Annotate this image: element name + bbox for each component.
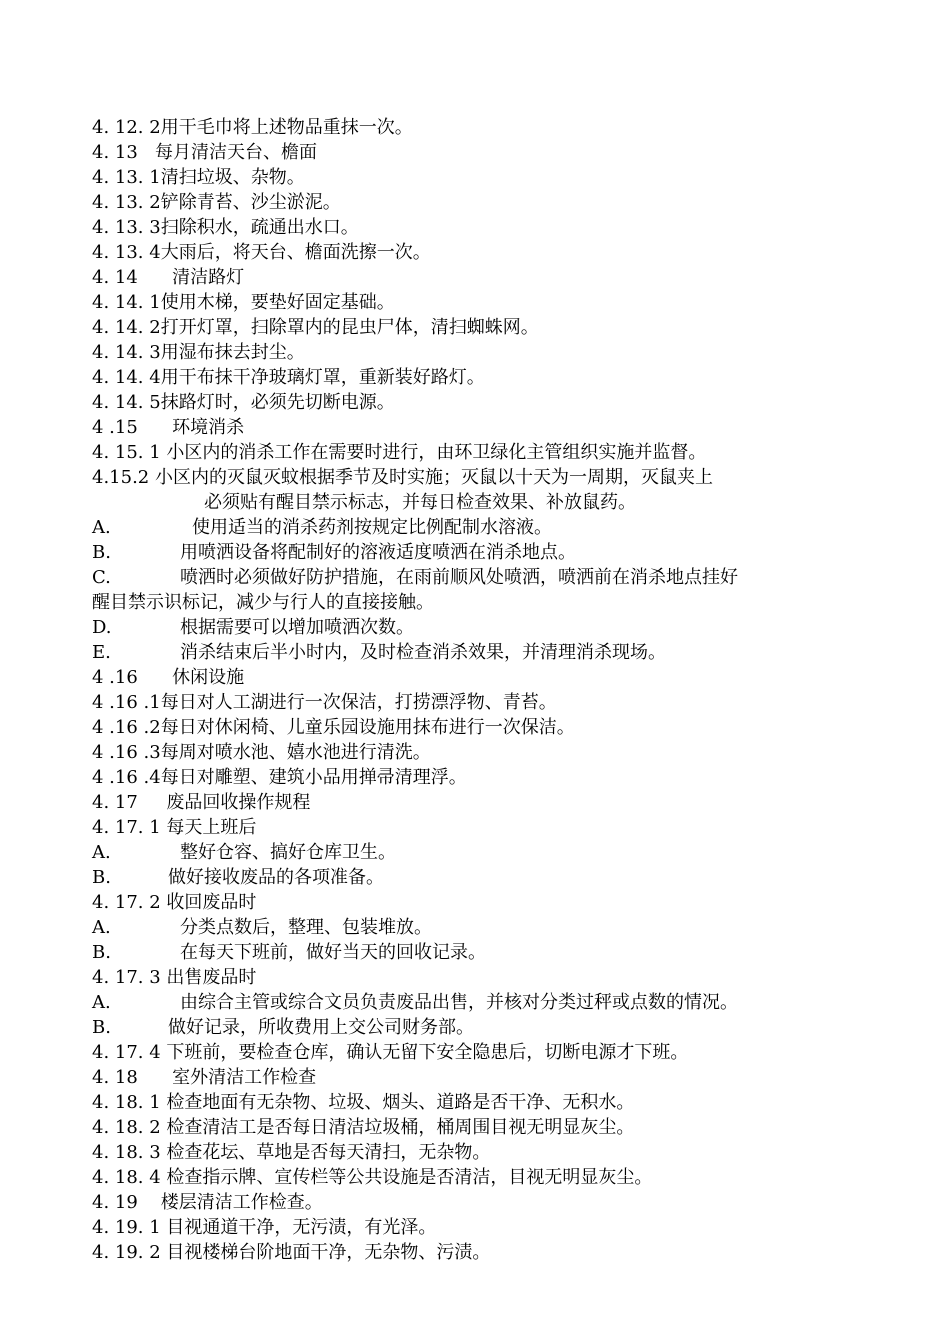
section-heading	[92, 1190, 872, 1215]
list-item	[92, 765, 872, 790]
item-number: 4. 13. 2	[92, 192, 161, 213]
item-number: 4.15.2	[92, 467, 150, 488]
item-text: 分类点数后，整理、包装堆放。	[180, 917, 432, 938]
item-text: 用喷洒设备将配制好的溶液适度喷洒在消杀地点。	[180, 542, 576, 563]
item-number: 4. 17. 4	[92, 1042, 161, 1063]
lettered-item	[92, 940, 872, 965]
list-item	[92, 190, 872, 215]
item-letter: B.	[92, 867, 111, 888]
item-text: 用干布抹干净玻璃灯罩，重新装好路灯。	[160, 367, 485, 388]
section-heading	[92, 265, 872, 290]
section-title: 清洁路灯	[137, 267, 245, 288]
list-item	[92, 240, 872, 265]
section-number: 4. 18	[92, 1067, 138, 1088]
item-number: 4. 18. 2	[92, 1117, 161, 1138]
list-item	[92, 690, 872, 715]
list-item	[92, 740, 872, 765]
lettered-item	[92, 540, 872, 565]
item-text-continuation: 必须贴有醒目禁示标志，并每日检查效果、补放鼠药。	[204, 492, 636, 513]
section-heading	[92, 790, 872, 815]
section-title: 休闲设施	[137, 667, 245, 688]
item-number: 4. 17. 3	[92, 967, 161, 988]
item-letter: E.	[92, 642, 111, 663]
section-heading	[92, 1065, 872, 1090]
item-text: 检查地面有无杂物、垃圾、烟头、道路是否干净、无积水。	[160, 1092, 635, 1113]
item-text: 每日对雕塑、建筑小品用掸帚清理浮。	[160, 767, 467, 788]
item-text: 使用适当的消杀药剂按规定比例配制水溶液。	[192, 517, 552, 538]
item-text: 在每天下班前，做好当天的回收记录。	[180, 942, 486, 963]
item-text: 做好接收废品的各项准备。	[168, 867, 384, 888]
item-number: 4. 15. 1	[92, 442, 161, 463]
item-number: 4. 18. 1	[92, 1092, 161, 1113]
item-number: 4 .16 .3	[92, 742, 161, 763]
list-item	[92, 340, 872, 365]
list-item	[92, 1040, 872, 1065]
item-number: 4. 12. 2	[92, 117, 161, 138]
section-title: 楼层清洁工作检查。	[137, 1192, 323, 1213]
list-item	[92, 1165, 872, 1190]
section-number: 4. 17	[92, 792, 138, 813]
item-text: 每日对人工湖进行一次保洁，打捞漂浮物、青苔。	[160, 692, 557, 713]
list-item	[92, 1140, 872, 1165]
section-number: 4. 14	[92, 267, 138, 288]
lettered-item	[92, 865, 872, 890]
item-number: 4. 13. 1	[92, 167, 161, 188]
section-number: 4 .16	[92, 667, 138, 688]
item-number: 4. 14. 2	[92, 317, 161, 338]
section-heading	[92, 665, 872, 690]
lettered-item	[92, 615, 872, 640]
item-text: 目视楼梯台阶地面干净，无杂物、污渍。	[160, 1242, 491, 1263]
item-text: 做好记录，所收费用上交公司财务部。	[168, 1017, 474, 1038]
item-text: 出售废品时	[160, 967, 257, 988]
item-text-continuation: 醒目禁示识标记，减少与行人的直接接触。	[92, 592, 434, 613]
item-text: 消杀结束后半小时内，及时检查消杀效果，并清理消杀现场。	[180, 642, 666, 663]
item-text: 整好仓容、搞好仓库卫生。	[180, 842, 396, 863]
list-item	[92, 965, 872, 990]
item-text: 检查清洁工是否每日清洁垃圾桶，桶周围目视无明显灰尘。	[160, 1117, 635, 1138]
lettered-item	[92, 1015, 872, 1040]
list-item	[92, 215, 872, 240]
item-number: 4. 14. 1	[92, 292, 161, 313]
item-text: 收回废品时	[160, 892, 257, 913]
list-item	[92, 315, 872, 340]
item-number: 4 .16 .1	[92, 692, 161, 713]
section-title: 环境消杀	[137, 417, 245, 438]
item-text: 用湿布抹去封尘。	[160, 342, 305, 363]
item-letter: A.	[92, 517, 111, 538]
section-number: 4. 13	[92, 142, 138, 163]
item-letter: B.	[92, 542, 111, 563]
item-number: 4. 19. 2	[92, 1242, 161, 1263]
item-number: 4. 18. 3	[92, 1142, 161, 1163]
item-text: 由综合主管或综合文员负责废品出售，并核对分类过秤或点数的情况。	[180, 992, 738, 1013]
lettered-item	[92, 565, 872, 590]
item-number: 4. 19. 1	[92, 1217, 161, 1238]
item-text: 检查指示牌、宣传栏等公共设施是否清洁，目视无明显灰尘。	[160, 1167, 653, 1188]
item-text: 打开灯罩，扫除罩内的昆虫尸体，清扫蜘蛛网。	[160, 317, 539, 338]
list-item	[92, 1090, 872, 1115]
item-text: 扫除积水，疏通出水口。	[160, 217, 359, 238]
list-item	[92, 815, 872, 840]
section-title: 室外清洁工作检查	[137, 1067, 317, 1088]
item-text: 使用木梯，要垫好固定基础。	[160, 292, 395, 313]
list-item	[92, 1215, 872, 1240]
item-text: 铲除青苔、沙尘淤泥。	[160, 192, 341, 213]
lettered-item	[92, 915, 872, 940]
item-number: 4. 14. 3	[92, 342, 161, 363]
item-text: 小区内的灭鼠灭蚊根据季节及时实施；灭鼠以十天为一周期，灭鼠夹上	[149, 467, 713, 488]
list-item	[92, 715, 872, 740]
item-number: 4. 13. 4	[92, 242, 161, 263]
item-text: 清扫垃圾、杂物。	[160, 167, 305, 188]
item-letter: A.	[92, 842, 111, 863]
list-item	[92, 1115, 872, 1140]
lettered-item	[92, 840, 872, 865]
item-number: 4. 14. 4	[92, 367, 161, 388]
item-text: 用干毛巾将上述物品重抹一次。	[160, 117, 413, 138]
section-number: 4. 19	[92, 1192, 138, 1213]
list-item	[92, 365, 872, 390]
item-number: 4 .16 .2	[92, 717, 161, 738]
list-item	[92, 465, 872, 490]
section-number: 4 .15	[92, 417, 138, 438]
list-item	[92, 890, 872, 915]
list-item	[92, 115, 872, 140]
item-letter: C.	[92, 567, 111, 588]
item-text: 大雨后，将天台、檐面洗擦一次。	[160, 242, 431, 263]
item-text: 每日对休闲椅、儿童乐园设施用抹布进行一次保洁。	[160, 717, 575, 738]
item-number: 4. 18. 4	[92, 1167, 161, 1188]
section-title: 废品回收操作规程	[137, 792, 311, 813]
item-text: 抹路灯时，必须先切断电源。	[160, 392, 395, 413]
item-text: 检查花坛、草地是否每天清扫，无杂物。	[160, 1142, 491, 1163]
item-text: 下班前，要检查仓库，确认无留下安全隐患后，切断电源才下班。	[160, 1042, 689, 1063]
lettered-item	[92, 990, 872, 1015]
item-number: 4 .16 .4	[92, 767, 161, 788]
item-letter: B.	[92, 1017, 111, 1038]
item-text: 根据需要可以增加喷洒次数。	[180, 617, 414, 638]
item-letter: B.	[92, 942, 111, 963]
item-letter: A.	[92, 917, 111, 938]
section-heading	[92, 415, 872, 440]
item-number: 4. 14. 5	[92, 392, 161, 413]
item-text: 小区内的消杀工作在需要时进行，由环卫绿化主管组织实施并监督。	[160, 442, 707, 463]
item-text: 每周对喷水池、嬉水池进行清洗。	[160, 742, 431, 763]
list-item	[92, 165, 872, 190]
lettered-item	[92, 515, 872, 540]
list-item	[92, 290, 872, 315]
list-item	[92, 440, 872, 465]
lettered-item	[92, 640, 872, 665]
section-title: 每月清洁天台、檐面	[137, 142, 317, 163]
item-text: 目视通道干净，无污渍，有光泽。	[160, 1217, 437, 1238]
item-letter: A.	[92, 992, 111, 1013]
item-number: 4. 17. 2	[92, 892, 161, 913]
list-item	[92, 390, 872, 415]
list-item	[92, 1240, 872, 1265]
item-number: 4. 17. 1	[92, 817, 161, 838]
section-heading	[92, 140, 872, 165]
item-text: 每天上班后	[160, 817, 257, 838]
item-text: 喷洒时必须做好防护措施，在雨前顺风处喷洒，喷洒前在消杀地点挂好	[180, 567, 738, 588]
item-number: 4. 13. 3	[92, 217, 161, 238]
item-letter: D.	[92, 617, 112, 638]
document-body	[92, 115, 872, 1265]
